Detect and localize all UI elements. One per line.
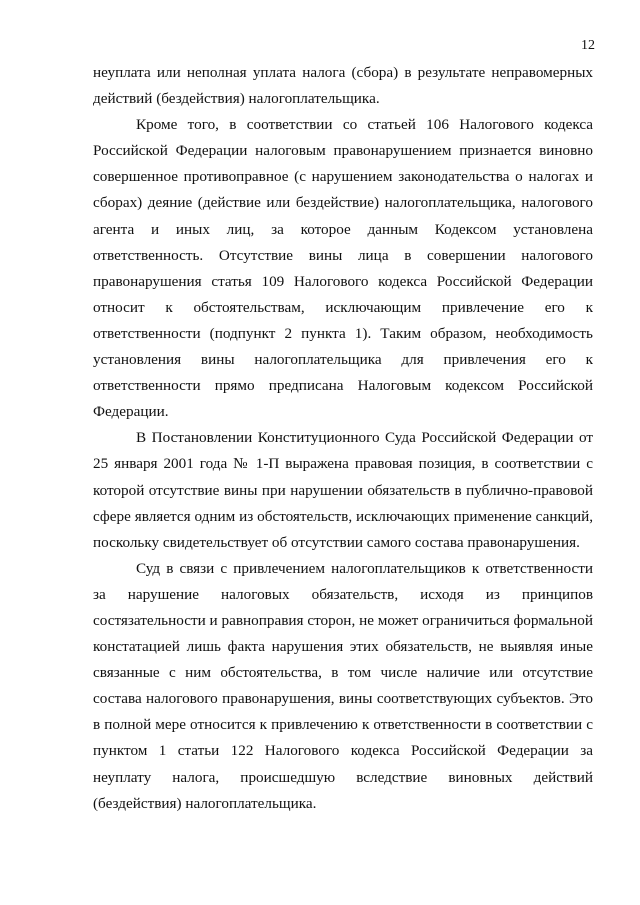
paragraph-constitutional-court: В Постановлении Конституционного Суда Российской Федерации от 25 января 2001 года № 1-П выражена правовая позиция, в соответствии с которой отсутствие вины при нарушении обязательств в публично-правовой сфере является одним из обстоятельств, исключающих применение санкций, поскольку свидетельствует об отсутствии самого состава правонарушения.: [93, 429, 593, 551]
paragraph-article-106: Кроме того, в соответствии со статьей 106 Налогового кодекса Российской Федерации налоговым правонарушением признается виновно совершенное противоправное (с нарушением законодательства о налогах и сборах) деяние (действие или бездействие) налогоплательщика, налогового агента и иных лиц, за которое данным Кодексом установлена ответственность. Отсутствие вины лица в совершении налогового правонарушения статья 109 Налогового кодекса Российской Федерации относит к обстоятельствам, исключающим привлечение его к ответственности (подпункт 2 пункта 1). Таким образом, необходимость установления вины налогоплательщика для привлечения его к ответственности прямо предписана Налоговым кодексом Российской Федерации.: [93, 116, 593, 421]
page-number: 12: [581, 38, 595, 53]
paragraph-continuation: неуплата или неполная уплата налога (сбора) в результате неправомерных действий (бездействия) налогоплательщика.: [93, 64, 593, 108]
document-body: [93, 60, 593, 817]
paragraph-court-liability: Суд в связи с привлечением налогоплательщиков к ответственности за нарушение налоговых обязательств, исходя из принципов состязательности и равноправия сторон, не может ограничиться формальной констатацией лишь факта нарушения этих обязательств, не выявляя иные связанные с ним обстоятельства, в том числе наличие или отсутствие состава налогового правонарушения, вины соответствующих субъектов. Это в полной мере относится к привлечению к ответственности в соответствии с пунктом 1 статьи 122 Налогового кодекса Российской Федерации за неуплату налога, происшедшую вследствие виновных действий (бездействия) налогоплательщика.: [93, 559, 593, 812]
